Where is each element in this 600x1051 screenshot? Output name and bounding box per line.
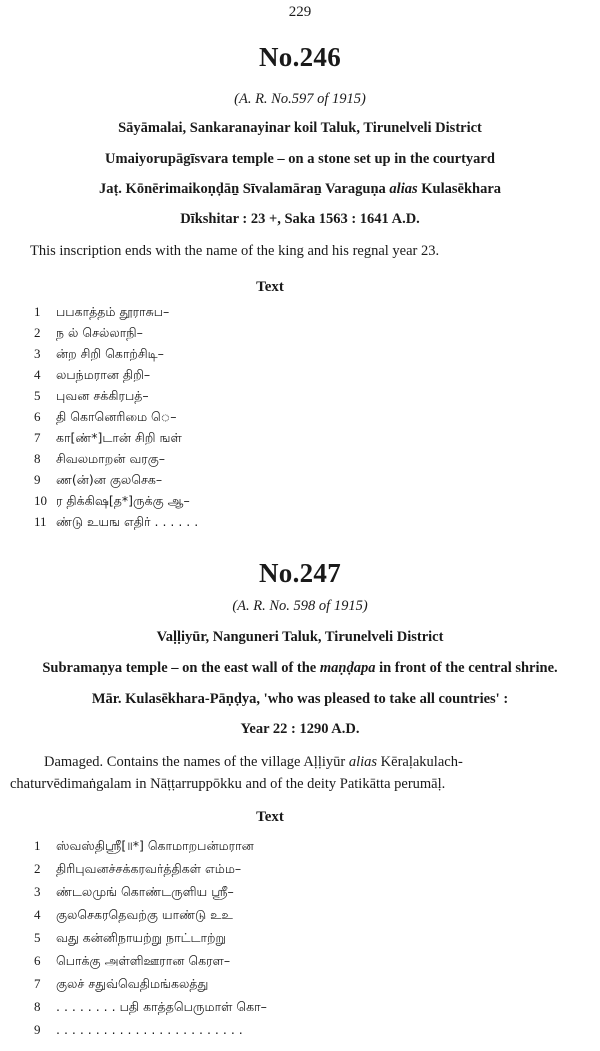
text-line: 6 பொக்கு அள்ளிஊரான கெரள– [34, 953, 231, 968]
description-247-line-1: Damaged. Contains the names of the village Aḷḷiyūr alias Kēraḷakulach- [44, 754, 463, 770]
king-246-name: Jaṭ. Kōnērimaikoṇḍāṉ Sīvalamāraṉ Varaguṇa [98, 181, 390, 197]
text-heading-246: Text [256, 279, 284, 295]
text-line: 7 கா[ண்*]டான் சிறி ஙள் [34, 430, 182, 445]
text-line: 6 தி கொனெரிமை ெ– [34, 409, 177, 424]
text-line: 3 ன்ற சிறி கொற்சிடி– [34, 346, 164, 361]
text-line: 1 பபகாத்தம் தூராசுப– [34, 304, 170, 319]
text-line: 8 சிவலமாறன் வரகு– [34, 451, 166, 466]
description-246: This inscription ends with the name of the king and his regnal year 23. [30, 243, 440, 259]
text-line: 9 . . . . . . . . . . . . . . . . . . . . . . . . [34, 1022, 243, 1037]
text-line: 8 . . . . . . . . பதி காத்தபெருமாள் கொ– [34, 999, 267, 1014]
date-247: Year 22 : 1290 A.D. [240, 721, 360, 737]
temple-246: Umaiyorupāgīsvara temple – on a stone set up in the courtyard [105, 151, 495, 167]
king-246-alias-name: Kulasēkhara [417, 181, 502, 197]
temple-247-mandapa: maṇḍapa [319, 660, 376, 676]
description-247-line-2: chaturvēdimaṅgalam in Nāṭṭarruppōkku and of the deity Patikātta perumāḷ. [10, 775, 446, 792]
text-line: 3 ண்டலமுங் கொண்டருளிய ஸ்ரீ– [34, 884, 234, 899]
inscription-number-246: No.246 [258, 42, 342, 72]
text-line: 11 ண்டு உயங எதிர் . . . . . . [34, 514, 199, 529]
temple-247-text: Subramaṇya temple – on the east wall of the [42, 660, 320, 676]
description-247 [10, 752, 590, 796]
inscription-number-247: No.247 [258, 558, 342, 588]
king-246 [0, 181, 600, 198]
text-line: 4 குலசெகரதெவற்கு யாண்டு உஉ [34, 907, 233, 922]
text-line: 4 லபந்மரான திறி– [34, 367, 151, 382]
annual-report-reference-246: (A. R. No.597 of 1915) [234, 91, 366, 107]
text-line: 9 ண(ன்)ன குலசெக– [34, 472, 163, 487]
temple-247-text-end: in front of the central shrine. [375, 660, 558, 676]
text-line: 5 வது கன்னிநாயற்று நாட்டாற்று [34, 930, 226, 945]
text-heading-247: Text [256, 809, 284, 825]
text-line: 1 ஸ்வஸ்திஸ்ரீ[॥*] கொமாறபன்மரான [34, 838, 254, 853]
place-246: Sāyāmalai, Sankaranayinar koil Taluk, Tirunelveli District [118, 120, 482, 136]
king-246-alias: alias [389, 181, 418, 197]
annual-report-reference-247: (A. R. No. 598 of 1915) [232, 598, 368, 614]
place-247: Vaḷḷiyūr, Nanguneri Taluk, Tirunelveli District [156, 629, 444, 645]
temple-247 [0, 660, 600, 677]
page-number: 229 [288, 4, 312, 20]
text-line: 10 ர திக்கிஷ[த*]ருக்கு ஆ– [34, 493, 190, 508]
text-line: 2 திரிபுவனச்சக்கரவர்த்திகள் எம்ம– [34, 861, 242, 876]
text-line: 7 குலச் சதுவ்வெதிமங்கலத்து [34, 976, 209, 991]
text-line: 2 ந ல் செல்லாநி– [34, 325, 143, 340]
text-line: 5 புவன சக்கிரபத்– [34, 388, 149, 403]
king-247: Mār. Kulasēkhara-Pāṇḍya, 'who was pleased to take all countries' : [91, 691, 509, 707]
date-246: Dīkshitar : 23 +, Saka 1563 : 1641 A.D. [180, 211, 420, 227]
